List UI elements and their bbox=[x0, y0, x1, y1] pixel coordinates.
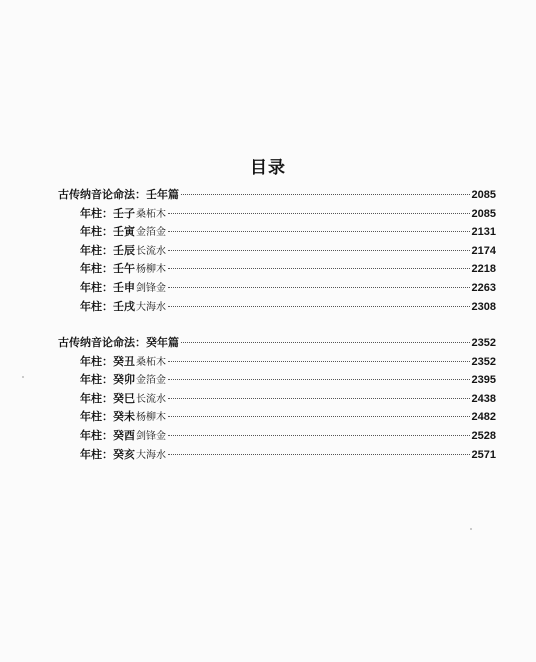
entry-label: 年柱：壬子桑柘木 bbox=[80, 206, 166, 220]
page-number: 2482 bbox=[471, 411, 496, 424]
page-number: 2131 bbox=[471, 226, 496, 239]
toc-section-heading[interactable] bbox=[58, 186, 496, 205]
toc-entry[interactable] bbox=[58, 260, 496, 279]
page-number: 2218 bbox=[471, 263, 496, 276]
entry-label: 年柱：癸亥大海水 bbox=[80, 447, 166, 461]
dot-leader bbox=[168, 231, 470, 232]
toc-entry[interactable] bbox=[58, 223, 496, 242]
section-title: 古传纳音论命法：癸年篇 bbox=[58, 336, 179, 349]
page-number: 2263 bbox=[471, 281, 496, 294]
page-title: 目录 bbox=[250, 158, 286, 178]
toc-section-gui-year bbox=[58, 334, 496, 464]
dot-leader bbox=[168, 268, 470, 269]
page-number: 2352 bbox=[471, 337, 496, 349]
toc-entry[interactable] bbox=[58, 446, 496, 465]
entry-label: 年柱：壬寅金箔金 bbox=[80, 225, 166, 239]
page-number: 2438 bbox=[471, 392, 496, 405]
page-number: 2174 bbox=[471, 244, 496, 257]
toc-entry[interactable] bbox=[58, 427, 496, 446]
dot-leader bbox=[168, 435, 470, 436]
toc-entry[interactable] bbox=[58, 242, 496, 261]
dot-leader bbox=[168, 213, 470, 214]
entry-label: 年柱：癸丑桑柘木 bbox=[80, 354, 166, 368]
page-number: 2352 bbox=[471, 355, 496, 368]
section-title: 古传纳音论命法：壬年篇 bbox=[58, 188, 179, 201]
dot-leader bbox=[168, 379, 470, 380]
toc-section-heading[interactable] bbox=[58, 334, 496, 353]
toc-entry[interactable] bbox=[58, 279, 496, 298]
page-number: 2085 bbox=[471, 207, 496, 220]
dot-leader bbox=[168, 287, 470, 288]
toc-entry[interactable] bbox=[58, 353, 496, 372]
toc-entry[interactable] bbox=[58, 298, 496, 317]
dot-leader bbox=[168, 250, 470, 251]
entry-label: 年柱：壬辰长流水 bbox=[80, 243, 166, 257]
entry-label: 年柱：癸未杨柳木 bbox=[80, 410, 166, 424]
scan-speck bbox=[22, 376, 24, 378]
entry-label: 年柱：壬午杨柳木 bbox=[80, 262, 166, 276]
toc-entry[interactable] bbox=[58, 408, 496, 427]
dot-leader bbox=[168, 361, 470, 362]
page-number: 2571 bbox=[471, 448, 496, 461]
dot-leader bbox=[181, 342, 470, 343]
entry-label: 年柱：癸巳长流水 bbox=[80, 391, 166, 405]
dot-leader bbox=[168, 306, 470, 307]
entry-label: 年柱：壬戌大海水 bbox=[80, 299, 166, 313]
dot-leader bbox=[181, 194, 470, 195]
page-number: 2308 bbox=[471, 300, 496, 313]
page-number: 2395 bbox=[471, 374, 496, 387]
dot-leader bbox=[168, 454, 470, 455]
toc-entry[interactable] bbox=[58, 371, 496, 390]
entry-label: 年柱：壬申剑锋金 bbox=[80, 280, 166, 294]
dot-leader bbox=[168, 416, 470, 417]
toc-entry[interactable] bbox=[58, 390, 496, 409]
dot-leader bbox=[168, 398, 470, 399]
entry-label: 年柱：癸卯金箔金 bbox=[80, 373, 166, 387]
toc-section-ren-year bbox=[58, 186, 496, 316]
entry-label: 年柱：癸酉剑锋金 bbox=[80, 428, 166, 442]
page-number: 2528 bbox=[471, 429, 496, 442]
scan-speck bbox=[470, 528, 472, 530]
page-number: 2085 bbox=[471, 189, 496, 201]
toc-entry[interactable] bbox=[58, 205, 496, 224]
